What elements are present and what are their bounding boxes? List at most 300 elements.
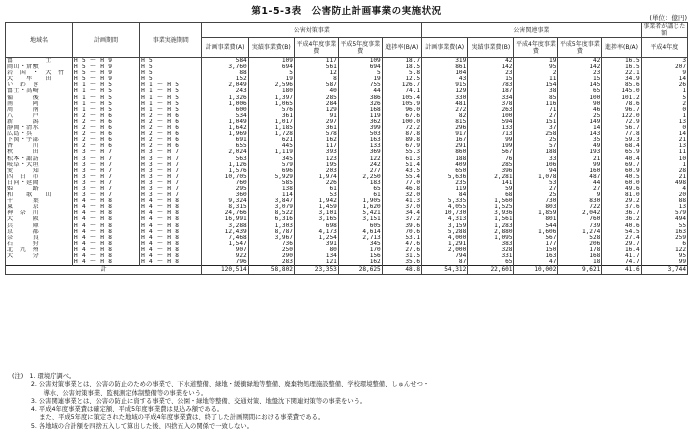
value-cell: 5.8 — [382, 70, 421, 76]
value-cell: 739 — [558, 223, 602, 229]
value-cell: 89.8 — [382, 137, 421, 143]
impl-period-cell: H 5 — [140, 64, 202, 70]
value-cell: 65 — [338, 186, 382, 192]
value-cell: 168 — [558, 253, 602, 259]
value-cell: 65.9 — [602, 149, 641, 155]
value-cell: 915 — [422, 82, 468, 88]
value-cell: 61 — [294, 186, 338, 192]
value-cell: 498 — [641, 180, 687, 186]
value-cell: 487 — [558, 174, 602, 180]
table-row — [6, 259, 688, 266]
value-cell: 696 — [248, 168, 294, 174]
value-cell: 69.7 — [602, 162, 641, 168]
value-cell: 40.4 — [602, 156, 641, 162]
value-cell: 563 — [202, 156, 248, 162]
value-cell: 1,291 — [422, 241, 468, 247]
region-cell: 千 葉 — [6, 198, 73, 204]
value-cell: 736 — [248, 241, 294, 247]
plan-period-cell: H 1 ～ H 5 — [73, 88, 140, 94]
value-cell: 88 — [202, 70, 248, 76]
value-cell: 23 — [558, 70, 602, 76]
region-cell — [6, 259, 73, 266]
header-actual-amount-1: 実績事業費(B) — [248, 38, 294, 58]
value-cell: 133 — [468, 125, 514, 131]
value-cell: 10,730 — [422, 210, 468, 216]
value-cell: 3,936 — [468, 210, 514, 216]
plan-period-cell: H 4 ～ H 8 — [73, 241, 140, 247]
value-cell: 3,165 — [294, 216, 338, 222]
value-cell: 188 — [422, 156, 468, 162]
value-cell: 13 — [641, 204, 687, 210]
value-cell: 1,525 — [468, 204, 514, 210]
value-cell: 801 — [514, 216, 558, 222]
value-cell: 87.8 — [382, 131, 421, 137]
value-cell: 3,847 — [248, 198, 294, 204]
value-cell: 5,929 — [248, 174, 294, 180]
value-cell: 760 — [558, 216, 602, 222]
value-cell: 121 — [294, 259, 338, 266]
value-cell: 100 — [468, 113, 514, 119]
value-cell: 576 — [248, 107, 294, 113]
plan-period-cell: H 3 ～ H 7 — [73, 156, 140, 162]
region-cell: 大 分 — [6, 253, 73, 259]
plan-period-cell: H 2 ～ H 6 — [73, 137, 140, 143]
value-cell: 12,439 — [202, 229, 248, 235]
total-value-cell: 10,002 — [514, 266, 558, 275]
value-cell: 70.6 — [382, 229, 421, 235]
value-cell: 65 — [558, 88, 602, 94]
value-cell: 296 — [422, 125, 468, 131]
value-cell: 180 — [248, 88, 294, 94]
region-cell: 香 川 — [6, 143, 73, 149]
value-cell: 28 — [641, 168, 687, 174]
value-cell: 207 — [641, 64, 687, 70]
value-cell: 1,859 — [514, 210, 558, 216]
total-value-cell: 41.6 — [602, 266, 641, 275]
value-cell: 4,173 — [294, 229, 338, 235]
value-cell: 19 — [338, 76, 382, 82]
value-cell: 494 — [641, 216, 687, 222]
value-cell: 3 — [641, 58, 687, 65]
value-cell: 27 — [514, 186, 558, 192]
value-cell: 907 — [202, 247, 248, 253]
value-cell: 40.6 — [602, 223, 641, 229]
value-cell: 162 — [338, 259, 382, 266]
value-cell: 109 — [248, 58, 294, 65]
value-cell: 803 — [514, 204, 558, 210]
value-cell: 1,126 — [202, 162, 248, 168]
value-cell: 567 — [514, 235, 558, 241]
value-cell: 830 — [558, 198, 602, 204]
impl-period-cell: H 1 ～ H 5 — [140, 101, 202, 107]
region-cell: 東 京 — [6, 204, 73, 210]
value-cell: 393 — [294, 149, 338, 155]
value-cell: 145 — [558, 82, 602, 88]
value-cell: 27.4 — [602, 235, 641, 241]
value-cell: 9 — [641, 70, 687, 76]
region-cell: 岩 国 ・ 大 竹 — [6, 70, 73, 76]
value-cell: 26 — [641, 82, 687, 88]
value-cell: 561 — [294, 64, 338, 70]
value-cell: 796 — [202, 259, 248, 266]
value-cell: 163 — [514, 253, 558, 259]
value-cell: 15 — [558, 76, 602, 82]
value-cell: 183 — [338, 180, 382, 186]
value-cell: 8,315 — [202, 204, 248, 210]
value-cell: 65 — [468, 259, 514, 266]
value-cell: 74.7 — [602, 259, 641, 266]
value-cell: 1,905 — [338, 198, 382, 204]
value-cell: 290 — [248, 253, 294, 259]
value-cell: 46.8 — [382, 186, 421, 192]
value-cell: 177 — [514, 241, 558, 247]
value-cell: 77.8 — [602, 131, 641, 137]
footnote-line: 導水、公害対策事業、監視測定体制整備等の事業をいう。 — [12, 389, 208, 397]
value-cell: 119 — [422, 186, 468, 192]
value-cell: 23 — [468, 70, 514, 76]
region-cell: 岐阜・大垣 — [6, 162, 73, 168]
value-cell: 263 — [468, 107, 514, 113]
value-cell: 95 — [514, 64, 558, 70]
value-cell: 409 — [422, 162, 468, 168]
value-cell: 203 — [294, 168, 338, 174]
value-cell: 283 — [248, 259, 294, 266]
value-cell: 142 — [558, 64, 602, 70]
value-cell: 61 — [338, 192, 382, 198]
value-cell: 142 — [468, 64, 514, 70]
plan-period-cell: H 1 ～ H 5 — [73, 107, 140, 113]
value-cell: 386 — [338, 95, 382, 101]
impl-period-cell: H 4 ～ H 8 — [140, 247, 202, 253]
value-cell: 34.9 — [602, 76, 641, 82]
region-cell: い わ き — [6, 82, 73, 88]
plan-period-cell: H 2 ～ H 6 — [73, 125, 140, 131]
value-cell: 31.5 — [382, 253, 421, 259]
header-plan-amount-2: 計画事業費(A) — [422, 38, 468, 58]
plan-period-cell: H 4 ～ H 8 — [73, 229, 140, 235]
value-cell: 1 — [641, 88, 687, 94]
value-cell: 5 — [248, 70, 294, 76]
value-cell: 3,288 — [202, 223, 248, 229]
value-cell: 143 — [558, 131, 602, 137]
value-cell: 72.9 — [602, 119, 641, 125]
value-cell: 694 — [248, 64, 294, 70]
region-cell: 四 日 市 — [6, 174, 73, 180]
value-cell: 1,459 — [294, 204, 338, 210]
region-cell: 南 阿 — [6, 101, 73, 107]
value-cell: 1,547 — [202, 241, 248, 247]
value-cell: 5 — [338, 70, 382, 76]
value-cell: 295 — [202, 186, 248, 192]
plan-period-cell: H 5 ～ H 9 — [73, 58, 140, 65]
value-cell: 243 — [202, 88, 248, 94]
value-cell: 361 — [248, 113, 294, 119]
value-cell: 156 — [338, 253, 382, 259]
region-cell: 北 九 州 — [6, 247, 73, 253]
value-cell: 59.3 — [602, 137, 641, 143]
impl-period-cell: H 3 ～ H 7 — [140, 192, 202, 198]
value-cell: 170 — [338, 247, 382, 253]
value-cell: 71 — [514, 107, 558, 113]
total-value-cell: 54,312 — [422, 266, 468, 275]
plan-period-cell: H 5 ～ H 9 — [73, 64, 140, 70]
value-cell: 259 — [641, 235, 687, 241]
value-cell: 10,705 — [202, 174, 248, 180]
value-cell: 57 — [514, 143, 558, 149]
value-cell: 481 — [422, 101, 468, 107]
value-cell: 38 — [514, 88, 558, 94]
value-cell: 27.6 — [382, 247, 421, 253]
header-remaining: 事業者が講じた額 — [641, 23, 687, 38]
value-cell: 2,250 — [338, 174, 382, 180]
value-cell: 37 — [514, 125, 558, 131]
value-cell: 1,078 — [514, 174, 558, 180]
value-cell: 291 — [422, 143, 468, 149]
value-cell: 49 — [558, 143, 602, 149]
total-label: 計 — [6, 266, 202, 275]
value-cell: 105.4 — [382, 95, 421, 101]
value-cell: 1,561 — [468, 216, 514, 222]
impl-period-cell: H 1 ～ H 5 — [140, 107, 202, 113]
value-cell: 19 — [514, 58, 558, 65]
value-cell: 258 — [514, 131, 558, 137]
value-cell: 2,713 — [338, 235, 382, 241]
table-body — [6, 58, 688, 275]
value-cell: 55.4 — [382, 174, 421, 180]
header-fy5-1: 平成5年度事業費 — [338, 38, 382, 58]
value-cell: 154 — [514, 82, 558, 88]
value-cell: 149 — [558, 119, 602, 125]
impl-period-cell: H 4 ～ H 8 — [140, 210, 202, 216]
value-cell: 187 — [468, 88, 514, 94]
value-cell: 691 — [202, 137, 248, 143]
value-cell: 206 — [558, 241, 602, 247]
footnote-line: また、平成5年度に策定された地域の平成4年度事業費は、終了した計画期間における事業費である。 — [12, 414, 325, 422]
total-value-cell: 48.8 — [382, 266, 421, 275]
value-cell: 917 — [422, 131, 468, 137]
region-cell: 岡山・倉敷 — [6, 64, 73, 70]
impl-period-cell: H 2 ～ H 6 — [140, 125, 202, 131]
plan-period-cell: H 3 ～ H 7 — [73, 192, 140, 198]
value-cell: 16,991 — [202, 216, 248, 222]
value-cell: 1,185 — [248, 125, 294, 131]
value-cell: 6 — [641, 241, 687, 247]
value-cell: 1,303 — [248, 223, 294, 229]
value-cell: 6,316 — [248, 216, 294, 222]
value-cell: 21 — [641, 174, 687, 180]
value-cell: 16.5 — [602, 58, 641, 65]
value-cell: 284 — [294, 101, 338, 107]
value-cell: 330 — [422, 95, 468, 101]
header-region: 地域名 — [6, 23, 73, 58]
value-cell: 37.6 — [602, 204, 641, 210]
value-cell: 360 — [202, 192, 248, 198]
value-cell: 0 — [641, 107, 687, 113]
total-value-cell: 23,353 — [294, 266, 338, 275]
value-cell: 40.5 — [602, 174, 641, 180]
value-cell: 99 — [641, 259, 687, 266]
value-cell: 698 — [294, 223, 338, 229]
impl-period-cell: H 4 ～ H 8 — [140, 241, 202, 247]
value-cell: 1,274 — [558, 229, 602, 235]
value-cell: 33 — [514, 156, 558, 162]
value-cell: 1,283 — [468, 223, 514, 229]
header-progress-2: 進捗率(B/A) — [602, 38, 641, 58]
value-cell: 12.5 — [382, 76, 421, 82]
region-cell: 秋 田 — [6, 149, 73, 155]
value-cell: 1 — [641, 113, 687, 119]
value-cell: 101.2 — [602, 95, 641, 101]
region-cell: 大 阪 — [6, 216, 73, 222]
value-cell: 114 — [248, 192, 294, 198]
value-cell: 106 — [514, 162, 558, 168]
value-cell: 40 — [294, 88, 338, 94]
footnotes — [12, 373, 682, 431]
plan-period-cell: H 3 ～ H 7 — [73, 174, 140, 180]
value-cell: 21 — [558, 156, 602, 162]
value-cell: 285 — [294, 95, 338, 101]
value-cell: 44 — [558, 180, 602, 186]
value-cell: 760 — [202, 180, 248, 186]
value-cell: 16.4 — [602, 247, 641, 253]
value-cell: 55.3 — [382, 149, 421, 155]
impl-period-cell: H 4 ～ H 8 — [140, 259, 202, 266]
data-table — [5, 22, 688, 275]
region-cell: 神 奈 川 — [6, 210, 73, 216]
header-fy4-only: 平成4年度 — [641, 38, 687, 58]
value-cell: 3,079 — [248, 204, 294, 210]
value-cell: 60.9 — [602, 168, 641, 174]
value-cell: 544 — [514, 223, 558, 229]
value-cell: 2,049 — [202, 82, 248, 88]
region-cell: 京 都 — [6, 229, 73, 235]
value-cell: 105.9 — [382, 101, 421, 107]
value-cell: 72.2 — [382, 125, 421, 131]
plan-period-cell: H 3 ～ H 7 — [73, 149, 140, 155]
value-cell: 56.7 — [602, 125, 641, 131]
value-cell: 88 — [641, 198, 687, 204]
value-cell: 378 — [468, 101, 514, 107]
value-cell: 37.2 — [382, 216, 421, 222]
value-cell: 95 — [641, 253, 687, 259]
value-cell: 11 — [641, 149, 687, 155]
impl-period-cell: H 5 — [140, 58, 202, 65]
value-cell: 99 — [558, 162, 602, 168]
value-cell: 46 — [558, 107, 602, 113]
value-cell: 178 — [558, 247, 602, 253]
value-cell: 2 — [514, 70, 558, 76]
value-cell: 150 — [514, 247, 558, 253]
value-cell: 129 — [294, 107, 338, 113]
value-cell: 578 — [294, 131, 338, 137]
value-cell: 43.5 — [382, 168, 421, 174]
value-cell: 122 — [641, 247, 687, 253]
value-cell: 2,000 — [422, 247, 468, 253]
value-cell: 99 — [468, 137, 514, 143]
value-cell: 129 — [422, 88, 468, 94]
value-cell: 5,421 — [338, 210, 382, 216]
plan-period-cell: H 1 ～ H 5 — [73, 82, 140, 88]
impl-period-cell: H 2 ～ H 6 — [140, 119, 202, 125]
value-cell: 81.0 — [602, 192, 641, 198]
value-cell: 1,728 — [248, 131, 294, 137]
plan-period-cell: H 3 ～ H 7 — [73, 186, 140, 192]
value-cell: 49.6 — [602, 186, 641, 192]
value-cell: 2,281 — [468, 174, 514, 180]
value-cell: 163 — [641, 229, 687, 235]
value-cell: 12 — [294, 70, 338, 76]
unit-label: (単位：億円) — [649, 14, 687, 22]
value-cell: 794 — [422, 253, 468, 259]
value-cell: 54.5 — [602, 229, 641, 235]
value-cell: 528 — [558, 235, 602, 241]
impl-period-cell: H 4 ～ H 8 — [140, 216, 202, 222]
impl-period-cell: H 3 ～ H 7 — [140, 168, 202, 174]
value-cell: 391 — [294, 241, 338, 247]
value-cell: 41.7 — [602, 253, 641, 259]
value-cell: 1,620 — [338, 204, 382, 210]
value-cell: 60.0 — [602, 180, 641, 186]
impl-period-cell: H 4 ～ H 8 — [140, 253, 202, 259]
value-cell: 27 — [514, 113, 558, 119]
value-cell: 1,006 — [202, 101, 248, 107]
value-cell: 25 — [558, 113, 602, 119]
value-cell: 1,119 — [248, 149, 294, 155]
value-cell: 1,606 — [514, 229, 558, 235]
header-fy4-2: 平成4年度事業費 — [514, 38, 558, 58]
region-cell: 日向・延岡 — [6, 180, 73, 186]
value-cell: 16.5 — [602, 64, 641, 70]
value-cell: 328 — [468, 247, 514, 253]
value-cell: 100 — [558, 95, 602, 101]
value-cell: 35 — [558, 137, 602, 143]
value-cell: 2 — [641, 101, 687, 107]
value-cell: 345 — [248, 156, 294, 162]
value-cell: 22.1 — [602, 70, 641, 76]
value-cell: 42 — [468, 58, 514, 65]
table-row — [6, 58, 688, 65]
impl-period-cell: H 5 — [140, 76, 202, 82]
total-value-cell: 9,621 — [558, 266, 602, 275]
value-cell: 42 — [558, 58, 602, 65]
header-fy5-2: 平成5年度事業費 — [558, 38, 602, 58]
value-cell: 11 — [514, 76, 558, 82]
total-value-cell: 22,601 — [468, 266, 514, 275]
value-cell: 109 — [338, 58, 382, 65]
region-cell: 富士・高崎 — [6, 88, 73, 94]
value-cell: 32.0 — [382, 192, 421, 198]
region-cell: 富 士 — [6, 58, 73, 65]
value-cell: 10 — [641, 156, 687, 162]
value-cell: 2,042 — [558, 210, 602, 216]
value-cell: 14 — [641, 76, 687, 82]
value-cell: 345 — [338, 241, 382, 247]
impl-period-cell: H 2 ～ H 6 — [140, 113, 202, 119]
plan-period-cell: H 4 ～ H 8 — [73, 216, 140, 222]
value-cell: 334 — [468, 95, 514, 101]
region-cell: 愛 知 — [6, 168, 73, 174]
impl-period-cell: H 2 ～ H 6 — [140, 137, 202, 143]
value-cell: 4,313 — [422, 216, 468, 222]
impl-period-cell: H 4 ～ H 8 — [140, 198, 202, 204]
region-cell: 周 南 — [6, 107, 73, 113]
region-cell: 静岡・清水 — [6, 125, 73, 131]
footnote-line: (注) 1. 環境庁調べ。 — [12, 373, 76, 380]
value-cell: 151 — [514, 119, 558, 125]
value-cell: 34.4 — [382, 210, 421, 216]
footnote-line: 4. 平成4年度事業費は確定額、平成5年度事業費は見込み額である。 — [12, 406, 224, 414]
value-cell: 5 — [641, 95, 687, 101]
